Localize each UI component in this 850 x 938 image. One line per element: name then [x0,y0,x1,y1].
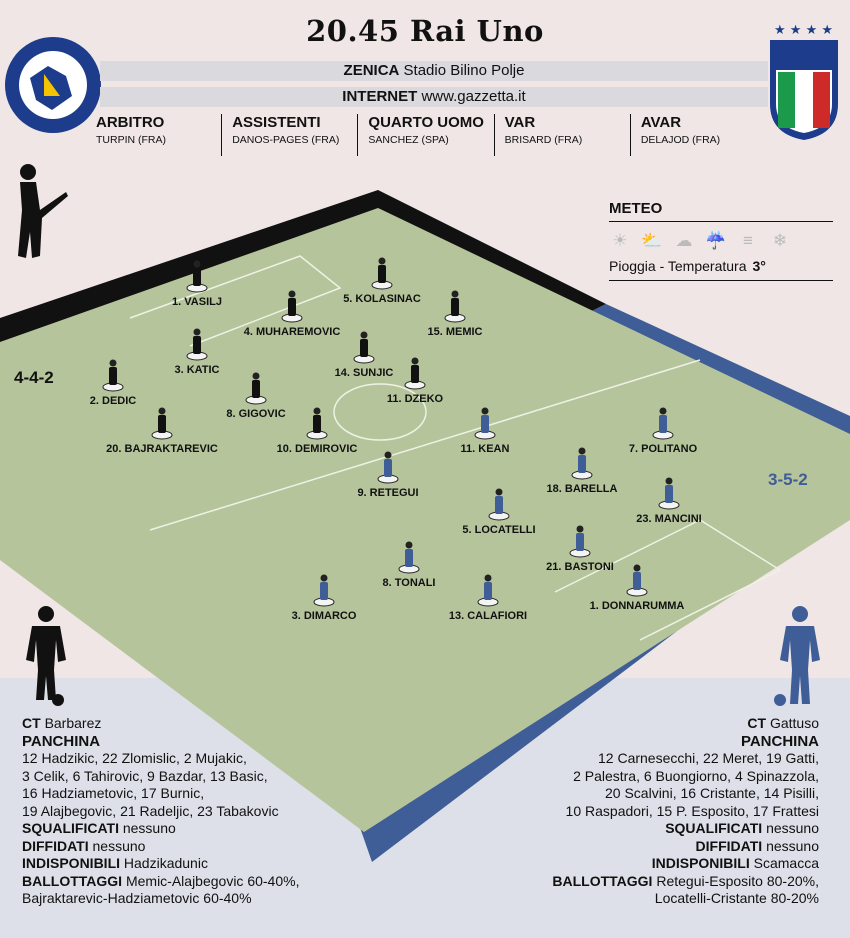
rain-icon: ☔ [705,231,727,250]
away-ct: Gattuso [769,715,819,731]
official-role: VAR [504,114,536,131]
internet-band [100,87,768,107]
away-bench-line: 12 Carnesecchi, 22 Meret, 19 Gatti, [598,750,819,766]
home-player-label: 3. KATIC [174,364,220,376]
official-role: ARBITRO [96,114,165,131]
svg-text:★ ★ ★ ★: ★ ★ ★ ★ [774,23,834,38]
home-doubts-label: BALLOTTAGGI [22,872,123,889]
official-name: BRISARD (FRA) [504,134,583,146]
home-bench-line: 3 Celik, 6 Tahirovic, 9 Bazdar, 13 Basic, [22,767,268,784]
away-warned-label: DIFFIDATI [695,837,763,854]
away-player-label: 23. MANCINI [636,513,702,525]
home-player-label: 1. VASILJ [172,296,222,308]
away-unavailable-label: INDISPONIBILI [651,855,750,871]
internet-label: INTERNET [342,88,418,105]
partly-cloudy-icon: ⛅ [641,231,663,250]
home-bench-title: PANCHINA [22,732,101,750]
officials-row [86,114,766,156]
home-formation: 4-4-2 [14,368,54,387]
home-doubts-line: Memic-Alajbegovic 60-40%, [125,872,300,889]
away-suspended-label: SQUALIFICATI [665,820,763,836]
away-player-label: 13. CALAFIORI [448,610,528,622]
home-bench-line: 12 Hadzikic, 22 Zlomislic, 2 Mujakic, [22,750,247,766]
official-name: TURPIN (FRA) [96,134,166,146]
official-var [494,114,630,156]
away-unavailable: Scamacca [753,855,819,871]
away-bench-line: 10 Raspadori, 15 P. Esposito, 17 Frattesi [565,802,819,819]
home-suspended: nessuno [122,820,176,836]
official-role: QUARTO UOMO [368,114,484,131]
official-assistants [221,114,357,156]
away-doubts-label: BALLOTTAGGI [552,872,653,889]
official-referee [86,114,221,156]
home-unavailable: Hadzikadunic [123,855,208,871]
official-name: DELAJOD (FRA) [640,134,721,146]
home-player-label: 2. DEDIC [89,395,137,407]
away-player-label: 8. TONALI [382,577,436,589]
home-player-label: 8. GIGOVIC [226,408,286,420]
meteo-condition [609,258,833,281]
home-player-label: 11. DZEKO [386,393,444,405]
official-name: DANOS-PAGES (FRA) [232,134,340,146]
away-player-label: 18. BARELLA [546,483,618,495]
official-name: SANCHEZ (SPA) [368,134,449,146]
venue-band [100,61,768,81]
away-player-label: 3. DIMARCO [291,610,357,622]
home-ct: Barbarez [44,715,102,731]
internet-site: www.gazzetta.it [421,88,526,105]
home-unavailable-label: INDISPONIBILI [22,855,121,871]
meteo-temperature: 3° [752,258,766,274]
home-bench-line: 16 Hadziametovic, 17 Burnic, [22,785,205,801]
away-player-label: 9. RETEGUI [357,487,419,499]
away-squad-info [489,715,819,908]
venue-city: ZENICA [343,62,400,79]
home-player-label: 4. MUHAREMOVIC [243,326,341,338]
away-doubts-line: Locatelli-Cristante 80-20% [654,890,819,906]
sun-icon: ☀ [612,231,628,250]
official-avar [630,114,766,156]
away-player-label: 7. POLITANO [628,443,698,455]
snow-icon: ❄ [772,231,788,250]
broadcast-title: 20.45 Rai Uno [306,14,544,48]
away-ct-label: CT [747,715,767,731]
away-bench-line: 20 Scalvini, 16 Cristante, 14 Pisilli, [605,785,819,801]
official-role: ASSISTENTI [232,114,321,131]
away-player-label: 5. LOCATELLI [462,524,536,536]
meteo-box [609,200,833,281]
meteo-title: METEO [609,200,833,222]
home-warned-label: DIFFIDATI [22,837,89,854]
official-fourth [357,114,493,156]
home-player-label: 20. BAJRAKTAREVIC [106,443,218,455]
away-player-label: 21. BASTONI [546,561,614,573]
venue-name: Stadio Bilino Polje [403,62,525,79]
home-ct-label: CT [22,715,41,731]
meteo-icons [609,230,833,252]
home-player-label: 14. SUNJIC [334,367,394,379]
home-suspended-label: SQUALIFICATI [22,820,119,836]
home-squad-info [22,715,352,908]
home-bench-line: 19 Alajbegovic, 21 Radeljic, 23 Tabakovic [22,802,279,819]
away-warned: nessuno [766,837,819,854]
meteo-condition-text: Pioggia - Temperatura [609,258,747,274]
referee-silhouette [18,164,68,258]
home-player-label: 5. KOLASINAC [343,293,421,305]
away-bench-line: 2 Palestra, 6 Buongiorno, 4 Spinazzola, [573,767,819,784]
fog-icon: ≡ [743,231,753,250]
away-doubts-line: Retegui-Esposito 80-20%, [656,872,819,889]
away-suspended: nessuno [766,820,819,836]
away-formation: 3-5-2 [768,470,808,489]
home-player-label: 10. DEMIROVIC [276,443,358,455]
away-player-label: 11. KEAN [460,443,510,455]
home-warned: nessuno [92,837,146,854]
away-bench-title: PANCHINA [740,732,819,750]
official-role: AVAR [640,114,682,131]
home-doubts-line: Bajraktarevic-Hadziametovic 60-40% [22,890,252,906]
away-player-label: 1. DONNARUMMA [589,600,685,612]
cloudy-icon: ☁ [675,231,693,250]
home-player-label: 15. MEMIC [427,326,483,338]
